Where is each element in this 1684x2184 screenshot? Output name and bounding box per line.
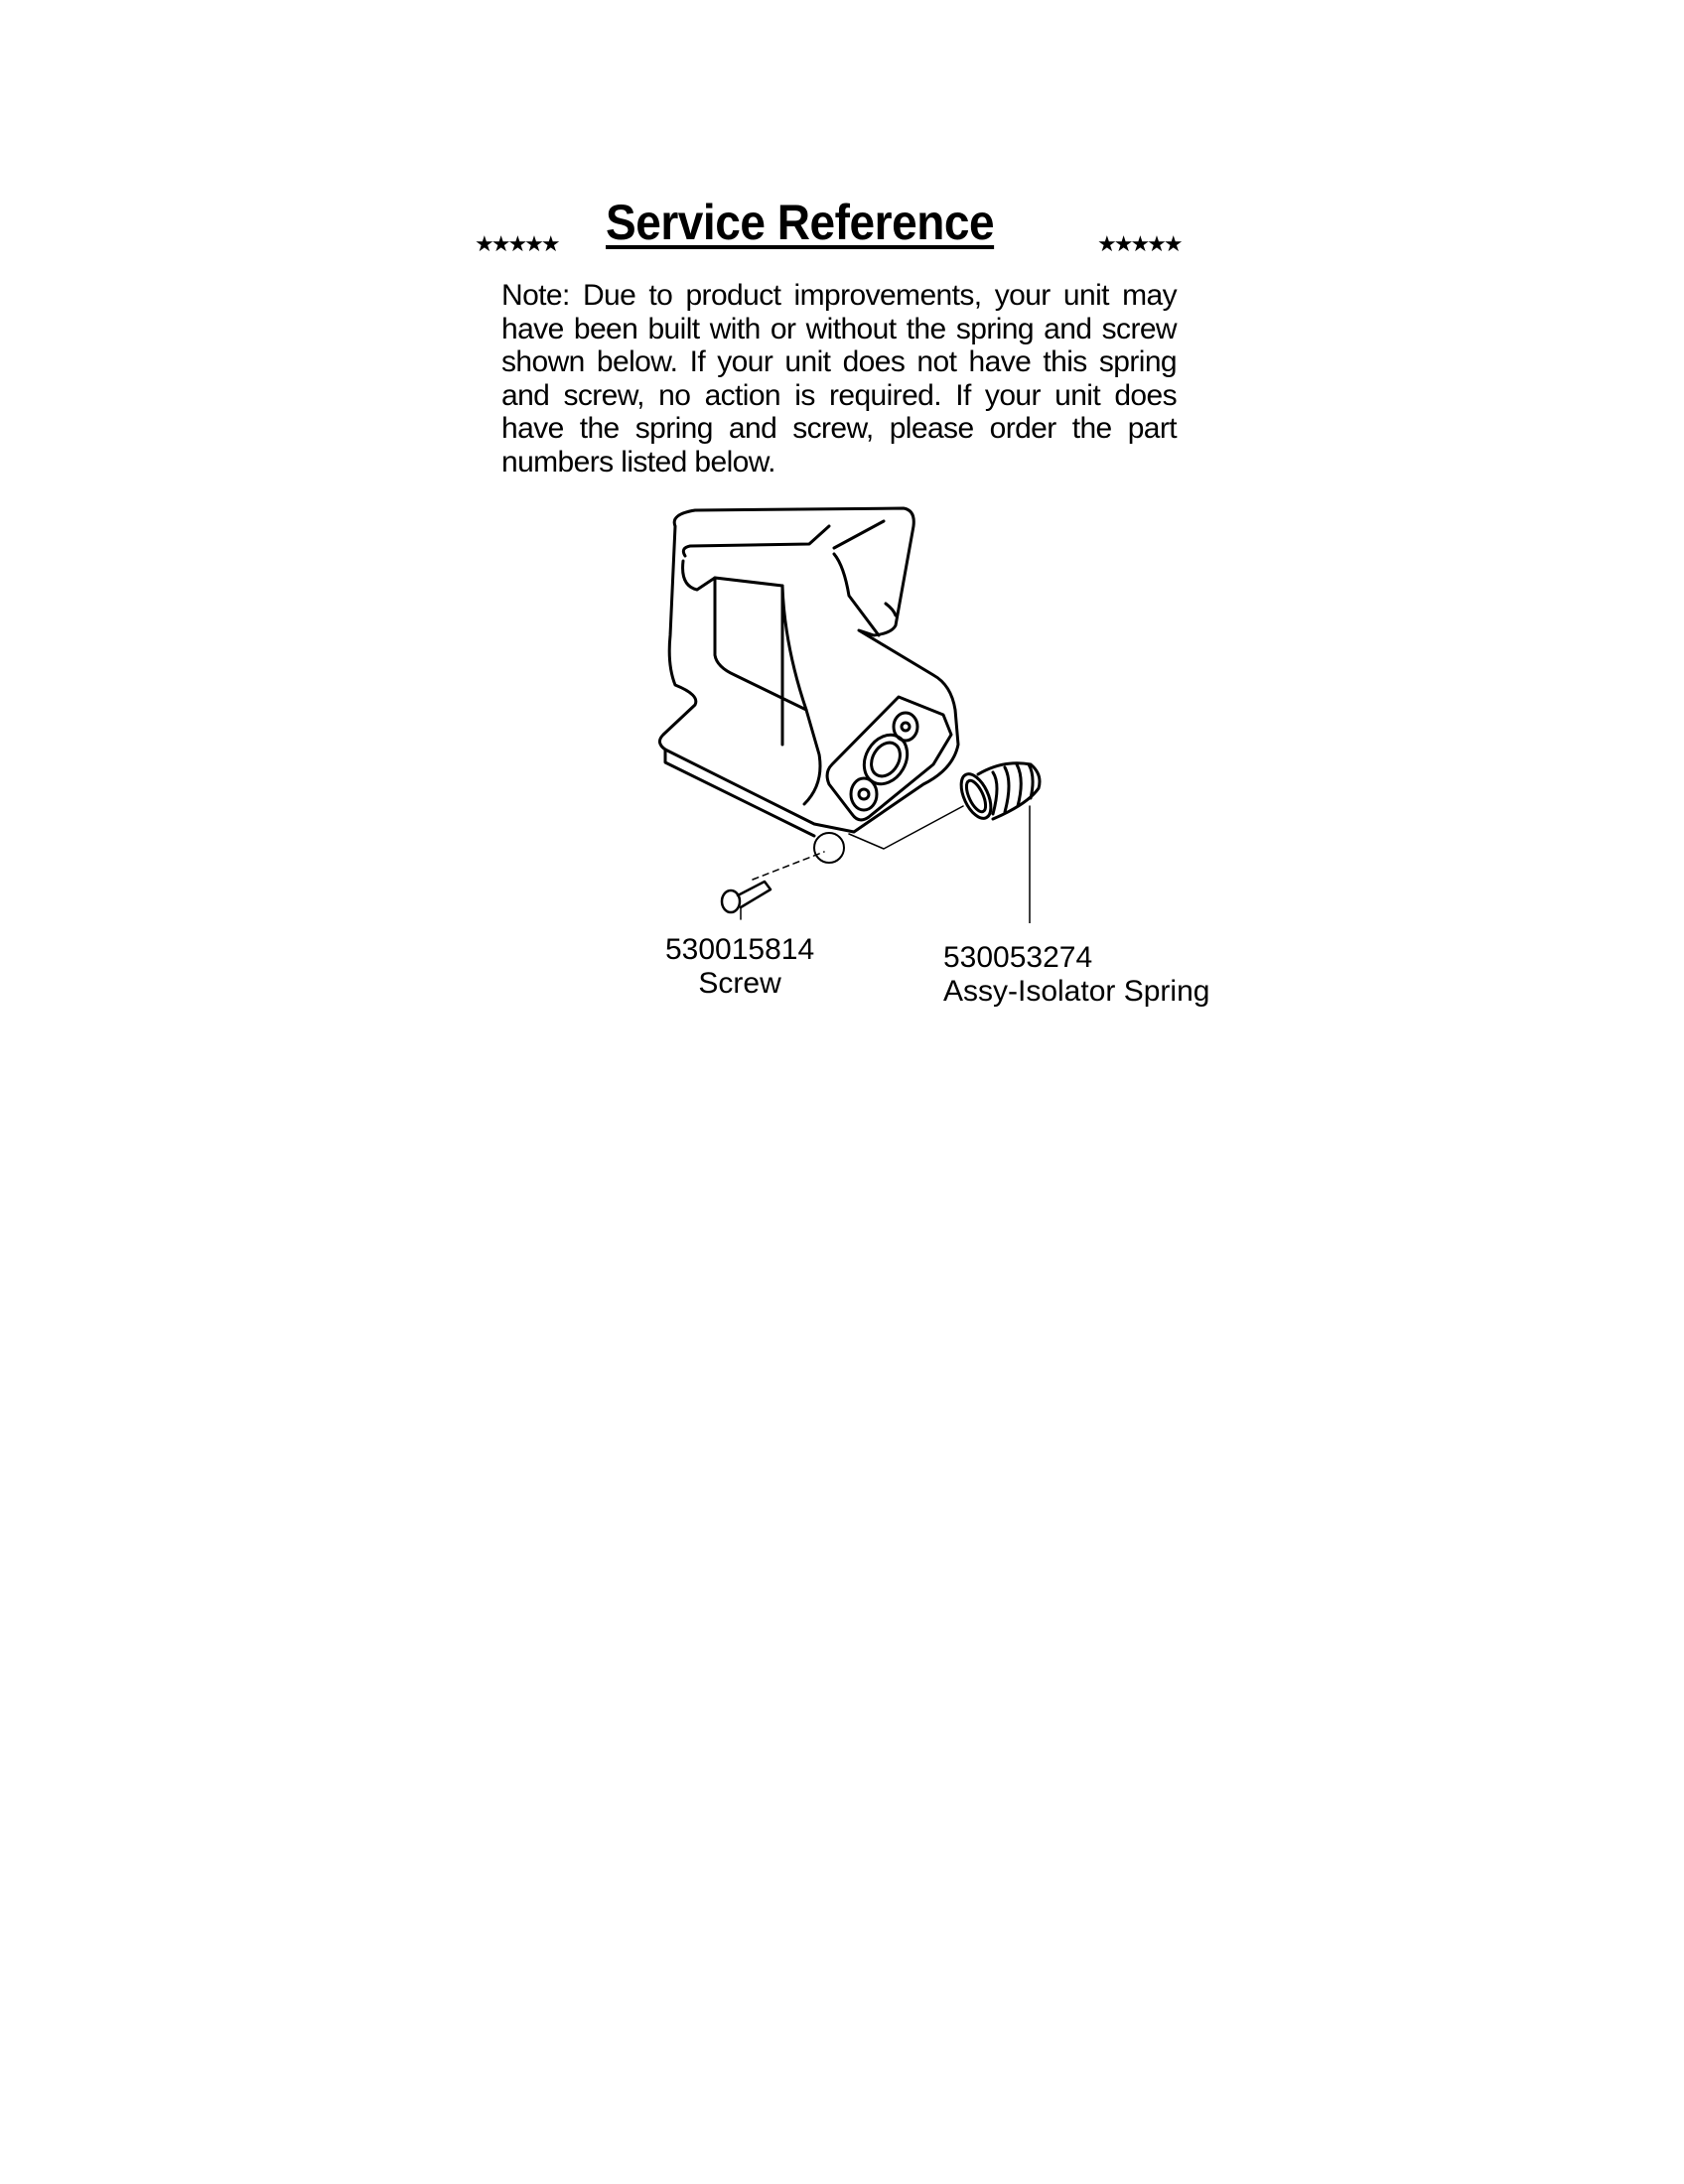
title-row (467, 194, 1192, 263)
service-note: Note: Due to product improvements, your unit may have been built with or without the spring and screw shown below. If your unit does not have this spring and screw, no action is required. If your unit does have the spring and screw, please order the part numbers listed below. (501, 279, 1177, 478)
part-label-screw (665, 933, 814, 1001)
parts-illustration (635, 486, 1062, 923)
part-number: 530053274 (943, 941, 1093, 974)
part-number: 530015814 (665, 933, 815, 966)
stars-decoration-right: ★★★★★ (1097, 231, 1181, 256)
isolator-spring (955, 763, 1040, 823)
stars-decoration-left: ★★★★★ (475, 231, 558, 256)
page-title: Service Reference (606, 195, 995, 250)
screw-part (722, 882, 771, 912)
part-description: Screw (698, 967, 781, 1000)
part-description: Assy-Isolator Spring (943, 975, 1210, 1008)
mounting-plate (827, 697, 951, 820)
part-label-spring (943, 941, 1209, 1009)
